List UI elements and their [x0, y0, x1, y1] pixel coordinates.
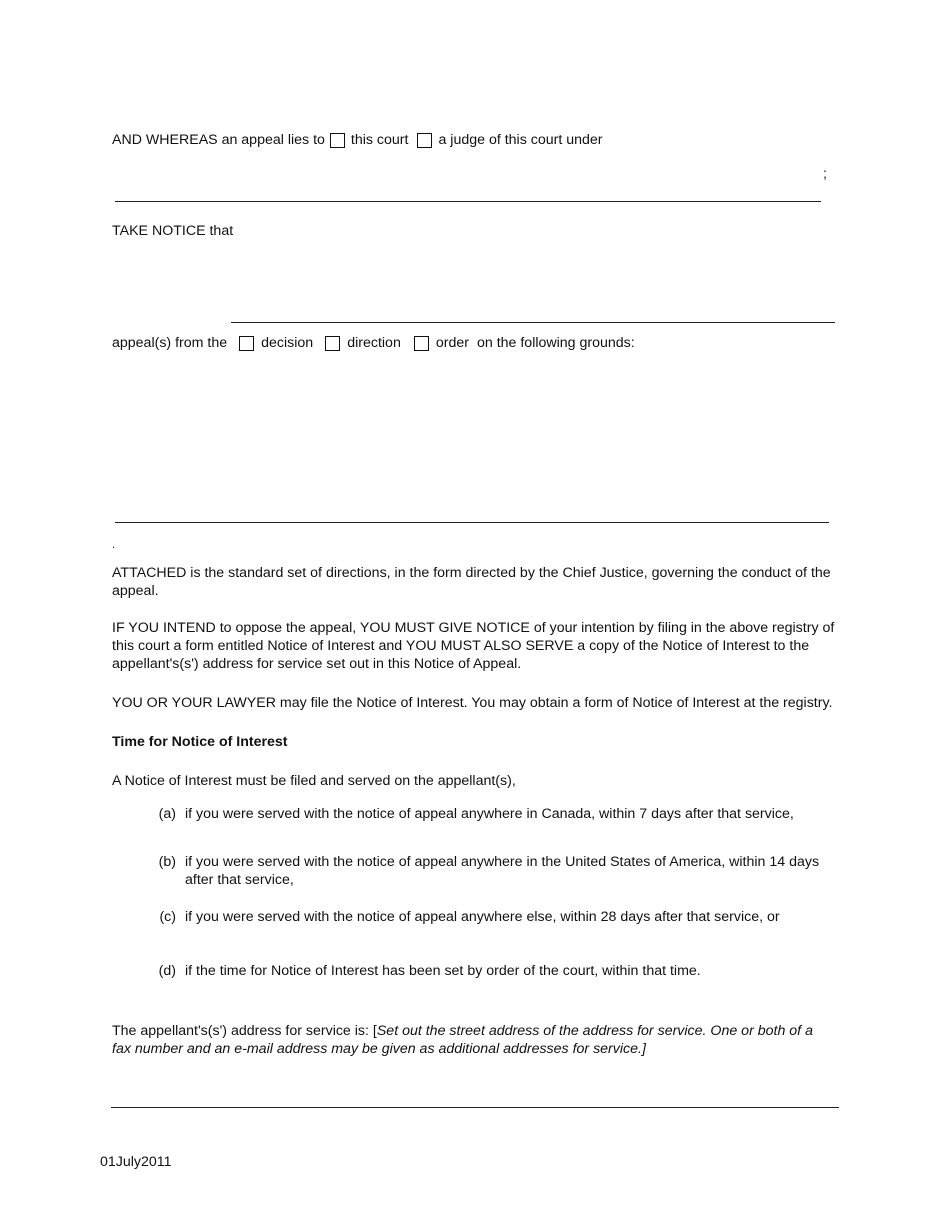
- grounds-label: on the following grounds:: [476, 335, 635, 351]
- statute-line[interactable]: [115, 201, 821, 202]
- order-label: order: [435, 335, 469, 351]
- item-text: if you were served with the notice of appeal anywhere in the United States of America, within 14 days after that service,: [185, 854, 820, 888]
- appeal-from-label: appeal(s) from the: [112, 335, 228, 351]
- decision-checkbox[interactable]: [239, 336, 254, 351]
- order-checkbox[interactable]: [414, 336, 429, 351]
- direction-checkbox[interactable]: [325, 336, 340, 351]
- judge-checkbox[interactable]: [417, 133, 432, 148]
- address-paragraph: [112, 1022, 828, 1058]
- address-line[interactable]: [111, 1107, 839, 1108]
- decision-label: decision: [261, 335, 314, 351]
- whereas-row: [112, 131, 603, 149]
- attached-paragraph: ATTACHED is the standard set of directions, in the form directed by the Chief Justice, governing the conduct of the appeal.: [112, 565, 831, 599]
- appeal-from-row: [112, 334, 635, 352]
- stray-dot: .: [112, 539, 116, 551]
- address-instruction: Set out the street address of the address for service. One or both of a fax number and an e-mail address may be given as additional addresses for service.]: [112, 1023, 813, 1057]
- appellant-name-line[interactable]: [231, 322, 835, 323]
- list-item: [148, 908, 825, 926]
- list-item: [148, 853, 825, 889]
- footer-date: 01July2011: [100, 1154, 172, 1170]
- this-court-label: this court: [350, 132, 409, 148]
- time-intro: A Notice of Interest must be filed and served on the appellant(s),: [112, 773, 516, 789]
- item-label: (c): [159, 909, 176, 925]
- this-court-checkbox[interactable]: [330, 133, 345, 148]
- item-text: if the time for Notice of Interest has been set by order of the court, within that time.: [185, 963, 701, 979]
- list-item: [148, 805, 825, 823]
- intend-paragraph: IF YOU INTEND to oppose the appeal, YOU MUST GIVE NOTICE of your intention by filing in the above registry of this court a form entitled Notice of Interest and YOU MUST ALSO SERVE a copy of the Notice of Interest to the appellant's(s') address for service set out in this Notice of Appeal.: [112, 620, 835, 672]
- item-text: if you were served with the notice of appeal anywhere in Canada, within 7 days after that service,: [185, 806, 794, 822]
- item-text: if you were served with the notice of appeal anywhere else, within 28 days after that service, or: [185, 909, 780, 925]
- whereas-prefix: AND WHEREAS an appeal lies to: [112, 132, 325, 148]
- lawyer-paragraph: YOU OR YOUR LAWYER may file the Notice of Interest. You may obtain a form of Notice of Interest at the registry.: [112, 695, 833, 711]
- item-label: (b): [158, 854, 176, 870]
- time-heading: Time for Notice of Interest: [112, 734, 288, 750]
- address-prefix: The appellant's(s') address for service is: [: [112, 1023, 377, 1039]
- whereas-semicolon: ;: [823, 166, 827, 182]
- grounds-line[interactable]: [115, 522, 829, 523]
- direction-label: direction: [347, 335, 401, 351]
- item-label: (a): [158, 806, 176, 822]
- list-item: [148, 962, 825, 980]
- take-notice-label: TAKE NOTICE that: [112, 223, 234, 239]
- item-label: (d): [158, 963, 176, 979]
- judge-label: a judge of this court under: [438, 132, 603, 148]
